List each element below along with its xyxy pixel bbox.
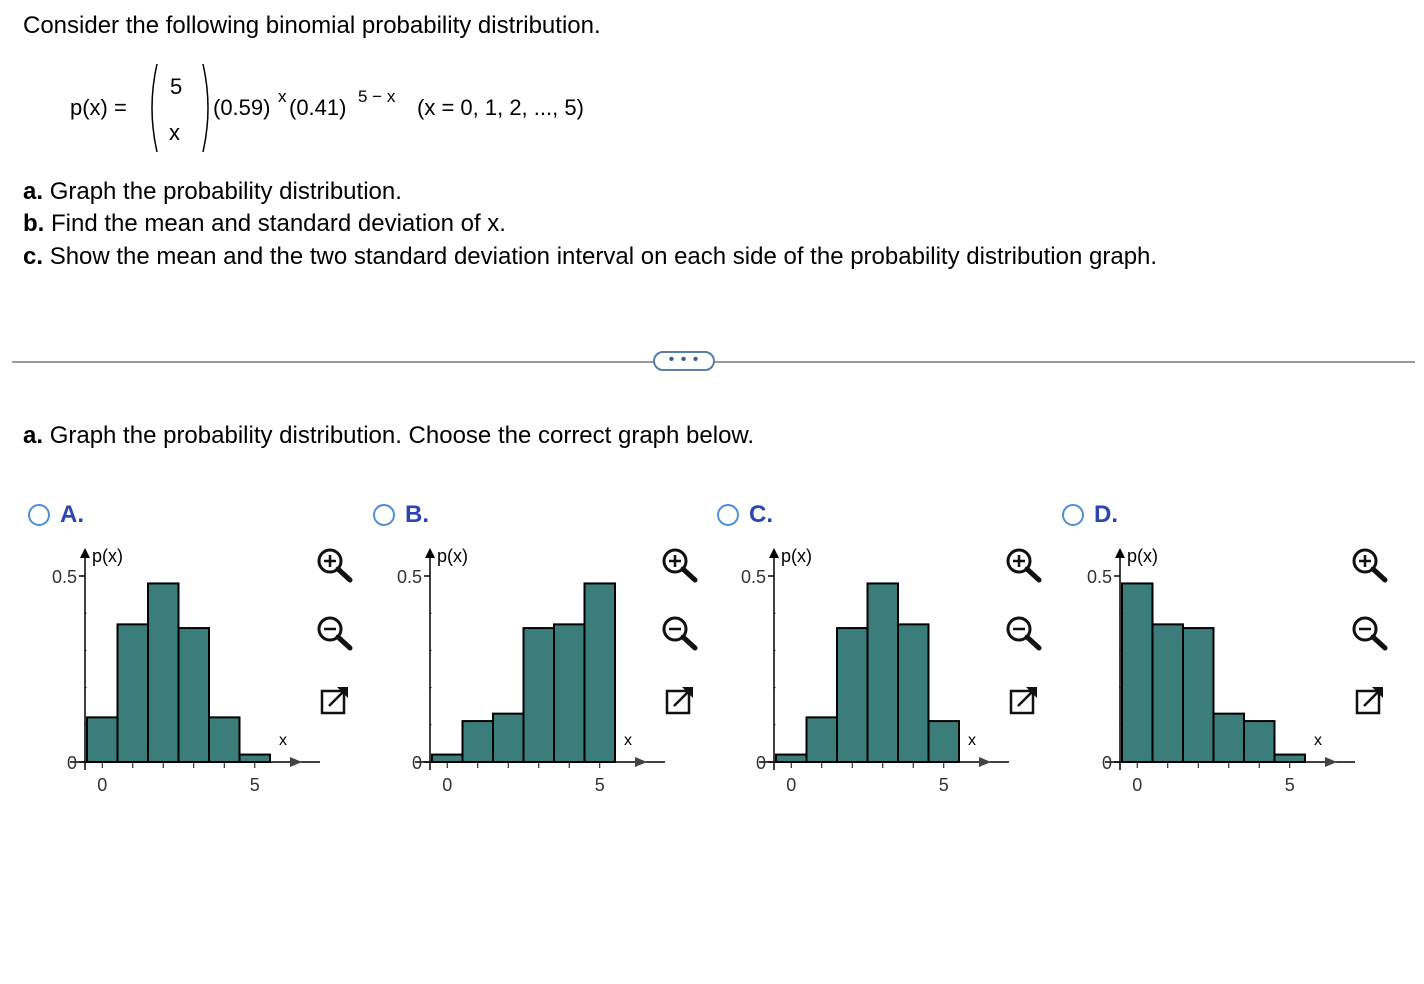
bar-x-1 bbox=[118, 624, 149, 762]
part-b-letter: b. bbox=[23, 210, 45, 237]
x-axis-label: x bbox=[1314, 732, 1322, 749]
radio-button-b[interactable] bbox=[373, 504, 395, 526]
part-b bbox=[23, 210, 506, 238]
part-c bbox=[23, 243, 1157, 271]
open-new-window-icon[interactable] bbox=[1003, 681, 1043, 721]
option-d-label: D. bbox=[1094, 501, 1118, 528]
x-tick-label: 0 bbox=[442, 775, 453, 795]
option-b-label: B. bbox=[405, 501, 429, 528]
formula-part2: (0.41) bbox=[289, 95, 347, 120]
bar-x-1 bbox=[463, 721, 494, 762]
bar-x-4 bbox=[209, 717, 240, 762]
bar-x-4 bbox=[1244, 721, 1275, 762]
y-tick-label: 0.5 bbox=[1086, 567, 1112, 587]
binomial-coefficient-brackets bbox=[145, 58, 215, 158]
part-c-letter: c. bbox=[23, 243, 44, 270]
zoom-in-icon[interactable] bbox=[657, 543, 701, 583]
bar-x-5 bbox=[585, 583, 616, 762]
part-b-text: Find the mean and standard deviation of x. bbox=[51, 210, 506, 237]
part-a-letter: a. bbox=[23, 178, 44, 205]
y-axis-label: p(x) bbox=[92, 546, 123, 566]
x-tick-label: 0 bbox=[97, 775, 108, 795]
bar-x-5 bbox=[929, 721, 960, 762]
open-new-window-icon[interactable] bbox=[1349, 681, 1389, 721]
answer-prompt bbox=[23, 422, 754, 450]
bar-x-1 bbox=[807, 717, 838, 762]
bar-x-0 bbox=[432, 755, 463, 762]
y-axis-arrow bbox=[1115, 548, 1125, 558]
x-tick-label: 5 bbox=[249, 775, 260, 795]
zoom-out-icon[interactable] bbox=[1347, 611, 1391, 651]
x-axis-label: x bbox=[279, 732, 287, 749]
radio-button-d[interactable] bbox=[1062, 504, 1084, 526]
formula-domain: (x = 0, 1, 2, ..., 5) bbox=[417, 95, 584, 120]
open-new-window-icon[interactable] bbox=[314, 681, 354, 721]
y-axis-arrow bbox=[80, 548, 90, 558]
zoom-out-icon[interactable] bbox=[657, 611, 701, 651]
x-axis-arrow bbox=[1325, 757, 1337, 767]
zoom-in-icon[interactable] bbox=[1001, 543, 1045, 583]
part-a-text: Graph the probability distribution. bbox=[49, 178, 402, 205]
radio-button-a[interactable] bbox=[28, 504, 50, 526]
x-axis-arrow bbox=[979, 757, 991, 767]
x-tick-label: 5 bbox=[1284, 775, 1295, 795]
x-tick-label: 5 bbox=[938, 775, 949, 795]
zoom-in-icon[interactable] bbox=[312, 543, 356, 583]
bar-x-0 bbox=[87, 717, 118, 762]
y-tick-label: 0.5 bbox=[740, 567, 766, 587]
binom-bottom: x bbox=[169, 120, 180, 145]
bar-x-2 bbox=[148, 583, 179, 762]
bar-x-5 bbox=[240, 755, 271, 762]
formula-part1: (0.59) bbox=[213, 95, 271, 120]
x-tick-label: 5 bbox=[594, 775, 605, 795]
y-axis-arrow bbox=[425, 548, 435, 558]
bar-x-4 bbox=[554, 624, 585, 762]
y-tick-label: 0.5 bbox=[396, 567, 422, 587]
y-tick-label: 0.5 bbox=[51, 567, 77, 587]
option-a-label: A. bbox=[60, 501, 84, 528]
formula-exp2: 5 − x bbox=[358, 87, 396, 106]
open-new-window-icon[interactable] bbox=[659, 681, 699, 721]
answer-prompt-text: Graph the probability distribution. Choose the correct graph below. bbox=[49, 422, 755, 449]
x-axis-arrow bbox=[290, 757, 302, 767]
x-axis-label: x bbox=[968, 732, 976, 749]
zoom-out-icon[interactable] bbox=[312, 611, 356, 651]
bar-x-2 bbox=[1183, 628, 1214, 762]
expand-more-button[interactable]: • • • bbox=[653, 351, 715, 371]
bar-x-1 bbox=[1153, 624, 1184, 762]
bar-x-3 bbox=[1214, 714, 1245, 762]
y-axis-arrow bbox=[769, 548, 779, 558]
option-b[interactable] bbox=[373, 500, 429, 530]
bar-x-3 bbox=[179, 628, 210, 762]
bar-x-2 bbox=[837, 628, 868, 762]
x-tick-label: 0 bbox=[786, 775, 797, 795]
option-c-label: C. bbox=[749, 501, 773, 528]
x-axis-label: x bbox=[624, 732, 632, 749]
formula-lhs: p(x) = bbox=[70, 95, 127, 120]
intro-text: Consider the following binomial probability distribution. bbox=[23, 12, 601, 39]
y-tick-label: 0 bbox=[755, 753, 766, 773]
x-axis-arrow bbox=[635, 757, 647, 767]
option-c[interactable] bbox=[717, 500, 773, 530]
part-c-text: Show the mean and the two standard deviation interval on each side of the probability distribution graph. bbox=[49, 243, 1158, 270]
x-tick-label: 0 bbox=[1132, 775, 1143, 795]
binom-top: 5 bbox=[170, 74, 183, 99]
bar-x-4 bbox=[898, 624, 929, 762]
binomial-formula bbox=[70, 58, 670, 158]
formula-exp1: x bbox=[278, 87, 287, 106]
bar-x-3 bbox=[524, 628, 555, 762]
zoom-out-icon[interactable] bbox=[1001, 611, 1045, 651]
y-axis-label: p(x) bbox=[781, 546, 812, 566]
zoom-in-icon[interactable] bbox=[1347, 543, 1391, 583]
part-a bbox=[23, 178, 402, 206]
y-axis-label: p(x) bbox=[1127, 546, 1158, 566]
bar-x-3 bbox=[868, 583, 899, 762]
bar-x-2 bbox=[493, 714, 524, 762]
option-a[interactable] bbox=[28, 500, 84, 530]
radio-button-c[interactable] bbox=[717, 504, 739, 526]
y-tick-label: 0 bbox=[1101, 753, 1112, 773]
y-axis-label: p(x) bbox=[437, 546, 468, 566]
y-tick-label: 0 bbox=[411, 753, 422, 773]
y-tick-label: 0 bbox=[66, 753, 77, 773]
option-d[interactable] bbox=[1062, 500, 1118, 530]
bar-x-5 bbox=[1275, 755, 1306, 762]
bar-x-0 bbox=[1122, 583, 1153, 762]
bar-x-0 bbox=[776, 755, 807, 762]
answer-prompt-letter: a. bbox=[23, 422, 44, 449]
